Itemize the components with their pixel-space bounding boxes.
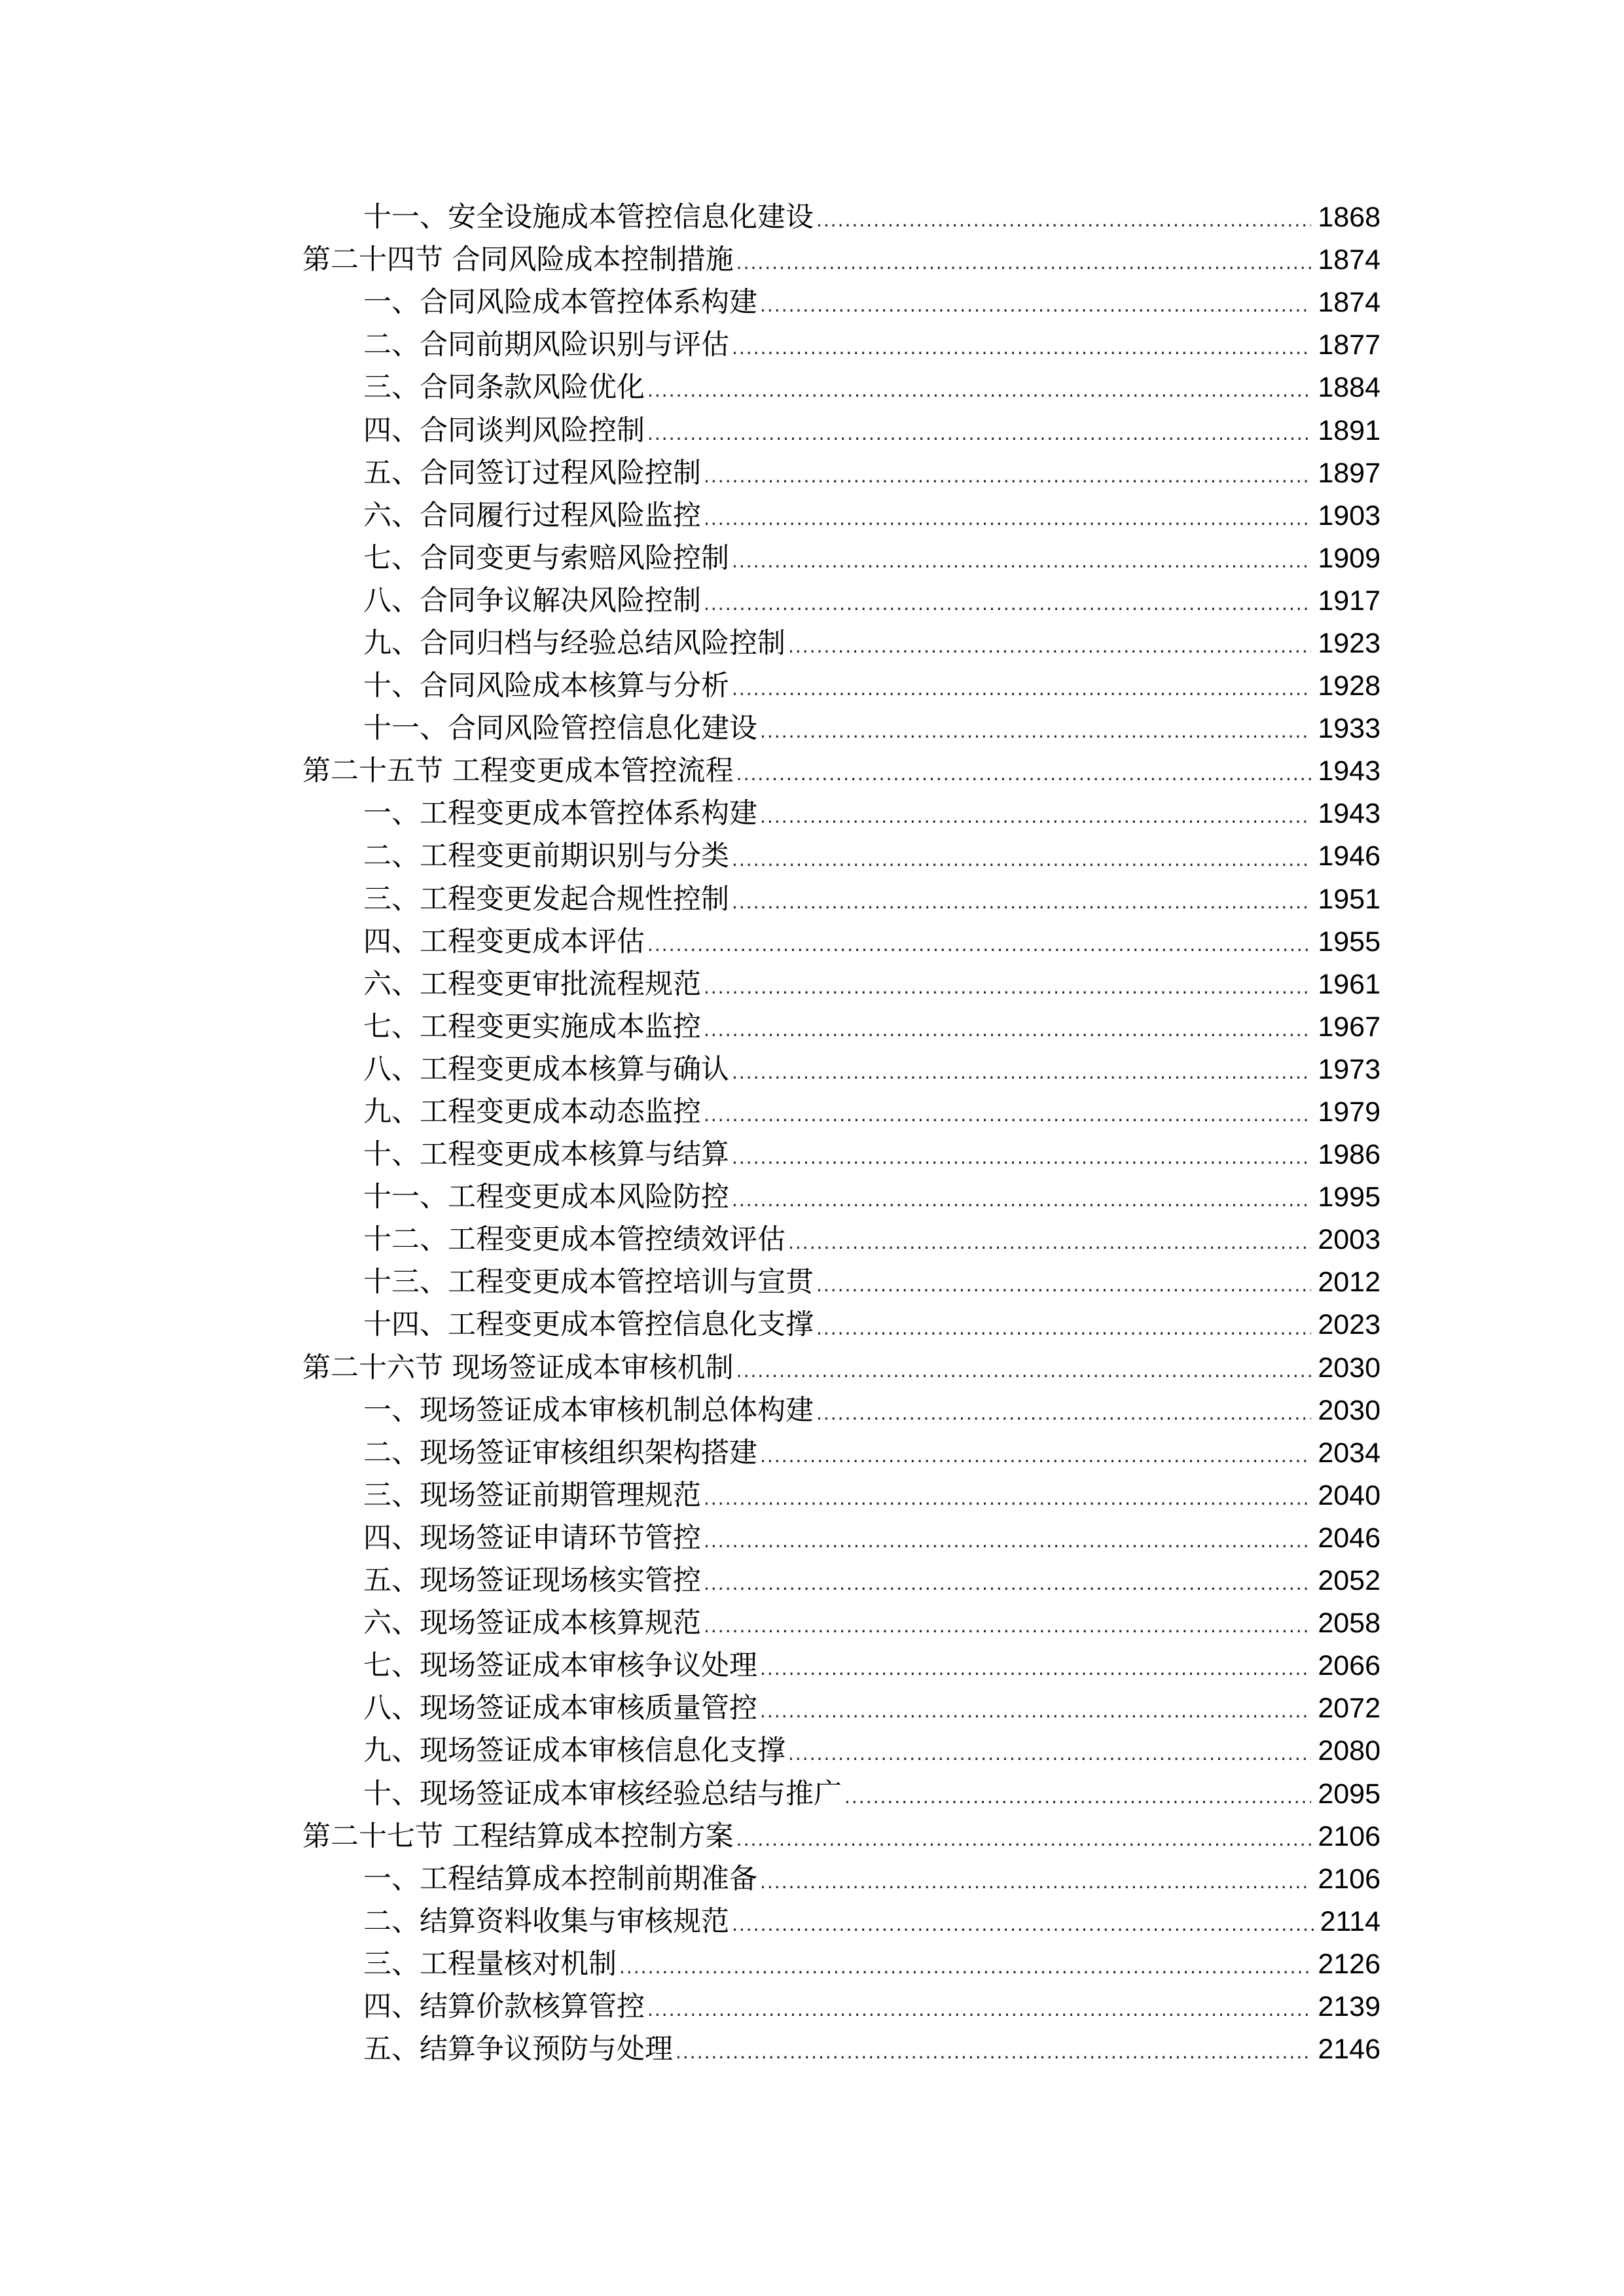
toc-dot-leader [704, 467, 1311, 495]
toc-dot-leader [788, 637, 1311, 665]
toc-dot-leader [760, 1873, 1311, 1901]
toc-dot-leader [647, 2001, 1311, 2028]
toc-entry-title: 一、合同风险成本管控体系构建 [363, 286, 757, 319]
toc-entry-title: 四、结算价款核算管控 [363, 1990, 645, 2023]
toc-page-number: 2106 [1318, 1863, 1380, 1895]
toc-dot-leader [760, 808, 1311, 835]
toc-dot-leader [676, 2043, 1311, 2071]
toc-dot-leader [704, 595, 1311, 622]
toc-page-number: 2030 [1318, 1352, 1380, 1384]
toc-entry-title: 五、现场签证现场核实管控 [363, 1564, 701, 1598]
toc-subsection-entry[interactable] [0, 1475, 1624, 1517]
toc-subsection-entry[interactable] [0, 537, 1624, 580]
toc-entry-title: 一、现场签证成本审核机制总体构建 [363, 1393, 814, 1427]
toc-entry-title: 十一、合同风险管控信息化建设 [363, 712, 757, 745]
toc-subsection-entry[interactable] [0, 1517, 1624, 1560]
toc-entry-title: 五、合同签订过程风险控制 [363, 456, 701, 490]
toc-subsection-entry[interactable] [0, 921, 1624, 963]
toc-subsection-entry[interactable] [0, 1006, 1624, 1049]
toc-entry-title: 十三、工程变更成本管控培训与宣贯 [363, 1266, 814, 1299]
toc-section-entry[interactable] [0, 239, 1624, 281]
toc-page-number: 1891 [1318, 414, 1380, 446]
toc-dot-leader [760, 1447, 1311, 1475]
toc-entry-title: 十一、工程变更成本风险防控 [363, 1181, 729, 1214]
toc-entry-title: 十一、安全设施成本管控信息化建设 [363, 201, 814, 234]
toc-subsection-entry[interactable] [0, 495, 1624, 537]
toc-dot-leader [760, 1702, 1311, 1730]
toc-page-number: 1951 [1318, 883, 1380, 915]
toc-dot-leader [704, 1532, 1311, 1560]
toc-dot-leader [732, 893, 1311, 921]
toc-dot-leader [816, 1319, 1311, 1347]
toc-page-number: 1874 [1318, 244, 1380, 276]
toc-page-number: 2146 [1318, 2034, 1380, 2066]
toc-section-entry[interactable] [0, 1816, 1624, 1858]
toc-entry-title: 一、工程结算成本控制前期准备 [363, 1862, 757, 1895]
toc-entry-title: 七、现场签证成本审核争议处理 [363, 1649, 757, 1683]
toc-entry-title: 九、合同归档与经验总结风险控制 [363, 626, 785, 660]
toc-page-number: 1943 [1318, 798, 1380, 830]
toc-page-number: 2023 [1318, 1309, 1380, 1341]
toc-dot-leader [760, 296, 1311, 324]
toc-page-number: 1946 [1318, 840, 1380, 872]
toc-dot-leader [816, 1405, 1311, 1432]
toc-entry-title: 十、合同风险成本核算与分析 [363, 670, 729, 703]
toc-page-number: 1955 [1318, 925, 1380, 958]
toc-entry-title: 四、现场签证申请环节管控 [363, 1521, 701, 1554]
toc-subsection-entry[interactable] [0, 963, 1624, 1006]
toc-dot-leader [788, 1745, 1311, 1772]
toc-entry-title: 三、工程变更发起合规性控制 [363, 882, 729, 916]
toc-dot-leader [816, 211, 1311, 239]
toc-page-number: 2030 [1318, 1394, 1380, 1426]
toc-entry-title: 一、工程变更成本管控体系构建 [363, 797, 757, 831]
toc-subsection-entry[interactable] [0, 1049, 1624, 1091]
toc-page-number: 1933 [1318, 713, 1380, 745]
toc-page-number: 1868 [1318, 202, 1380, 234]
toc-page-number: 1877 [1318, 329, 1380, 361]
toc-subsection-entry[interactable] [0, 1858, 1624, 1901]
toc-subsection-entry[interactable] [0, 793, 1624, 835]
toc-page-number: 1909 [1318, 542, 1380, 574]
toc-page-number: 2106 [1318, 1820, 1380, 1852]
toc-page-number: 2126 [1318, 1948, 1380, 1980]
toc-subsection-entry[interactable] [0, 1772, 1624, 1815]
toc-dot-leader [732, 1064, 1311, 1091]
toc-dot-leader [732, 552, 1311, 580]
toc-subsection-entry[interactable] [0, 622, 1624, 665]
toc-entry-title: 八、合同争议解决风险控制 [363, 584, 701, 617]
toc-entry-title: 六、合同履行过程风险监控 [363, 499, 701, 532]
toc-page-number: 2114 [1320, 1905, 1380, 1937]
toc-dot-leader [619, 1958, 1311, 1986]
toc-subsection-entry[interactable] [0, 409, 1624, 452]
toc-page-number: 1973 [1318, 1053, 1380, 1085]
toc-dot-leader [736, 254, 1312, 281]
toc-subsection-entry[interactable] [0, 1390, 1624, 1432]
toc-page-number: 2046 [1318, 1522, 1380, 1554]
toc-page-number: 2072 [1318, 1693, 1380, 1725]
toc-subsection-entry[interactable] [0, 835, 1624, 878]
toc-entry-title: 第二十六节 现场签证成本审核机制 [302, 1351, 734, 1384]
toc-section-entry[interactable] [0, 1347, 1624, 1390]
toc-entry-title: 九、现场签证成本审核信息化支撑 [363, 1734, 785, 1768]
toc-subsection-entry[interactable] [0, 1602, 1624, 1645]
toc-page-number: 2095 [1318, 1778, 1380, 1810]
toc-subsection-entry[interactable] [0, 878, 1624, 921]
toc-page-number: 2080 [1318, 1735, 1380, 1767]
toc-subsection-entry[interactable] [0, 1134, 1624, 1176]
toc-dot-leader [788, 1234, 1311, 1261]
toc-dot-leader [736, 1362, 1312, 1390]
toc-subsection-entry[interactable] [0, 580, 1624, 622]
toc-subsection-entry[interactable] [0, 1645, 1624, 1687]
toc-dot-leader [647, 382, 1311, 409]
toc-page-number: 2040 [1318, 1479, 1380, 1511]
toc-page-number: 1917 [1318, 584, 1380, 617]
toc-subsection-entry[interactable] [0, 1986, 1624, 2028]
toc-page-number: 1884 [1318, 372, 1380, 404]
toc-page-number: 1874 [1318, 287, 1380, 319]
toc-dot-leader [760, 1660, 1311, 1687]
toc-subsection-entry[interactable] [0, 1261, 1624, 1304]
toc-dot-leader [647, 936, 1311, 963]
toc-entry-title: 六、现场签证成本核算规范 [363, 1607, 701, 1640]
toc-dot-leader [704, 510, 1311, 537]
toc-dot-leader [704, 1490, 1311, 1517]
toc-dot-leader [732, 1191, 1311, 1219]
toc-page-number: 1943 [1318, 755, 1380, 787]
toc-entry-title: 三、现场签证前期管理规范 [363, 1479, 701, 1512]
toc-page-number: 2058 [1318, 1607, 1380, 1640]
toc-page-number: 1903 [1318, 499, 1380, 531]
toc-dot-leader [816, 1276, 1311, 1304]
toc-entry-title: 三、工程量核对机制 [363, 1947, 617, 1981]
toc-entry-title: 十、现场签证成本审核经验总结与推广 [363, 1777, 842, 1810]
toc-page-number: 2139 [1318, 1990, 1380, 2022]
toc-subsection-entry[interactable] [0, 1730, 1624, 1772]
toc-entry-title: 十二、工程变更成本管控绩效评估 [363, 1223, 785, 1257]
toc-subsection-entry[interactable] [0, 196, 1624, 239]
toc-entry-title: 九、工程变更成本动态监控 [363, 1096, 701, 1129]
toc-subsection-entry[interactable] [0, 1176, 1624, 1219]
table-of-contents [0, 196, 1624, 2071]
toc-page-number: 1928 [1318, 670, 1380, 702]
toc-subsection-entry[interactable] [0, 1219, 1624, 1261]
toc-dot-leader [844, 1788, 1311, 1816]
toc-entry-title: 二、工程变更前期识别与分类 [363, 840, 729, 873]
toc-page-number: 1923 [1318, 627, 1380, 659]
toc-page-number: 1995 [1318, 1181, 1380, 1213]
toc-subsection-entry[interactable] [0, 665, 1624, 708]
toc-dot-leader [704, 1021, 1311, 1049]
toc-dot-leader [732, 1149, 1311, 1176]
toc-dot-leader [732, 680, 1311, 708]
toc-subsection-entry[interactable] [0, 1943, 1624, 1986]
toc-page-number: 2012 [1318, 1266, 1380, 1299]
toc-subsection-entry[interactable] [0, 1560, 1624, 1602]
toc-entry-title: 四、工程变更成本评估 [363, 925, 645, 958]
toc-subsection-entry[interactable] [0, 452, 1624, 495]
toc-subsection-entry[interactable] [0, 1091, 1624, 1134]
toc-page-number: 1897 [1318, 457, 1380, 489]
toc-entry-title: 五、结算争议预防与处理 [363, 2033, 673, 2066]
toc-dot-leader [704, 1106, 1311, 1134]
toc-page-number: 1967 [1318, 1011, 1380, 1043]
toc-section-entry[interactable] [0, 750, 1624, 793]
toc-entry-title: 七、合同变更与索赔风险控制 [363, 541, 729, 575]
toc-subsection-entry[interactable] [0, 324, 1624, 367]
toc-entry-title: 三、合同条款风险优化 [363, 371, 645, 404]
toc-page-number: 2052 [1318, 1565, 1380, 1597]
toc-subsection-entry[interactable] [0, 1432, 1624, 1475]
toc-subsection-entry[interactable] [0, 2028, 1624, 2071]
toc-entry-title: 十四、工程变更成本管控信息化支撑 [363, 1308, 814, 1342]
toc-entry-title: 八、工程变更成本核算与确认 [363, 1052, 729, 1086]
toc-dot-leader [760, 723, 1311, 750]
toc-dot-leader [732, 851, 1311, 878]
toc-dot-leader [736, 1831, 1312, 1858]
toc-dot-leader [736, 765, 1312, 793]
toc-entry-title: 四、合同谈判风险控制 [363, 414, 645, 447]
toc-entry-title: 十、工程变更成本核算与结算 [363, 1138, 729, 1172]
toc-dot-leader [732, 1916, 1314, 1943]
toc-subsection-entry[interactable] [0, 708, 1624, 750]
toc-entry-title: 八、现场签证成本审核质量管控 [363, 1692, 757, 1725]
toc-entry-title: 二、结算资料收集与审核规范 [363, 1905, 729, 1938]
toc-dot-leader [704, 1575, 1311, 1602]
toc-entry-title: 二、合同前期风险识别与评估 [363, 329, 729, 362]
toc-dot-leader [732, 339, 1311, 367]
toc-entry-title: 六、工程变更审批流程规范 [363, 967, 701, 1001]
toc-page-number: 2003 [1318, 1224, 1380, 1256]
toc-page-number: 1986 [1318, 1139, 1380, 1171]
toc-dot-leader [704, 978, 1311, 1006]
toc-entry-title: 二、现场签证审核组织架构搭建 [363, 1436, 757, 1469]
toc-subsection-entry[interactable] [0, 281, 1624, 324]
toc-dot-leader [704, 1617, 1311, 1645]
toc-page-number: 2066 [1318, 1650, 1380, 1682]
toc-page-number: 2034 [1318, 1437, 1380, 1469]
toc-subsection-entry[interactable] [0, 1901, 1624, 1943]
toc-subsection-entry[interactable] [0, 1687, 1624, 1730]
toc-subsection-entry[interactable] [0, 367, 1624, 409]
toc-page-number: 1961 [1318, 968, 1380, 1000]
toc-dot-leader [647, 425, 1311, 452]
toc-entry-title: 七、工程变更实施成本监控 [363, 1010, 701, 1043]
toc-entry-title: 第二十七节 工程结算成本控制方案 [302, 1820, 734, 1853]
toc-entry-title: 第二十四节 合同风险成本控制措施 [302, 243, 734, 277]
toc-page-number: 1979 [1318, 1096, 1380, 1128]
toc-entry-title: 第二十五节 工程变更成本管控流程 [302, 755, 734, 788]
toc-subsection-entry[interactable] [0, 1304, 1624, 1346]
